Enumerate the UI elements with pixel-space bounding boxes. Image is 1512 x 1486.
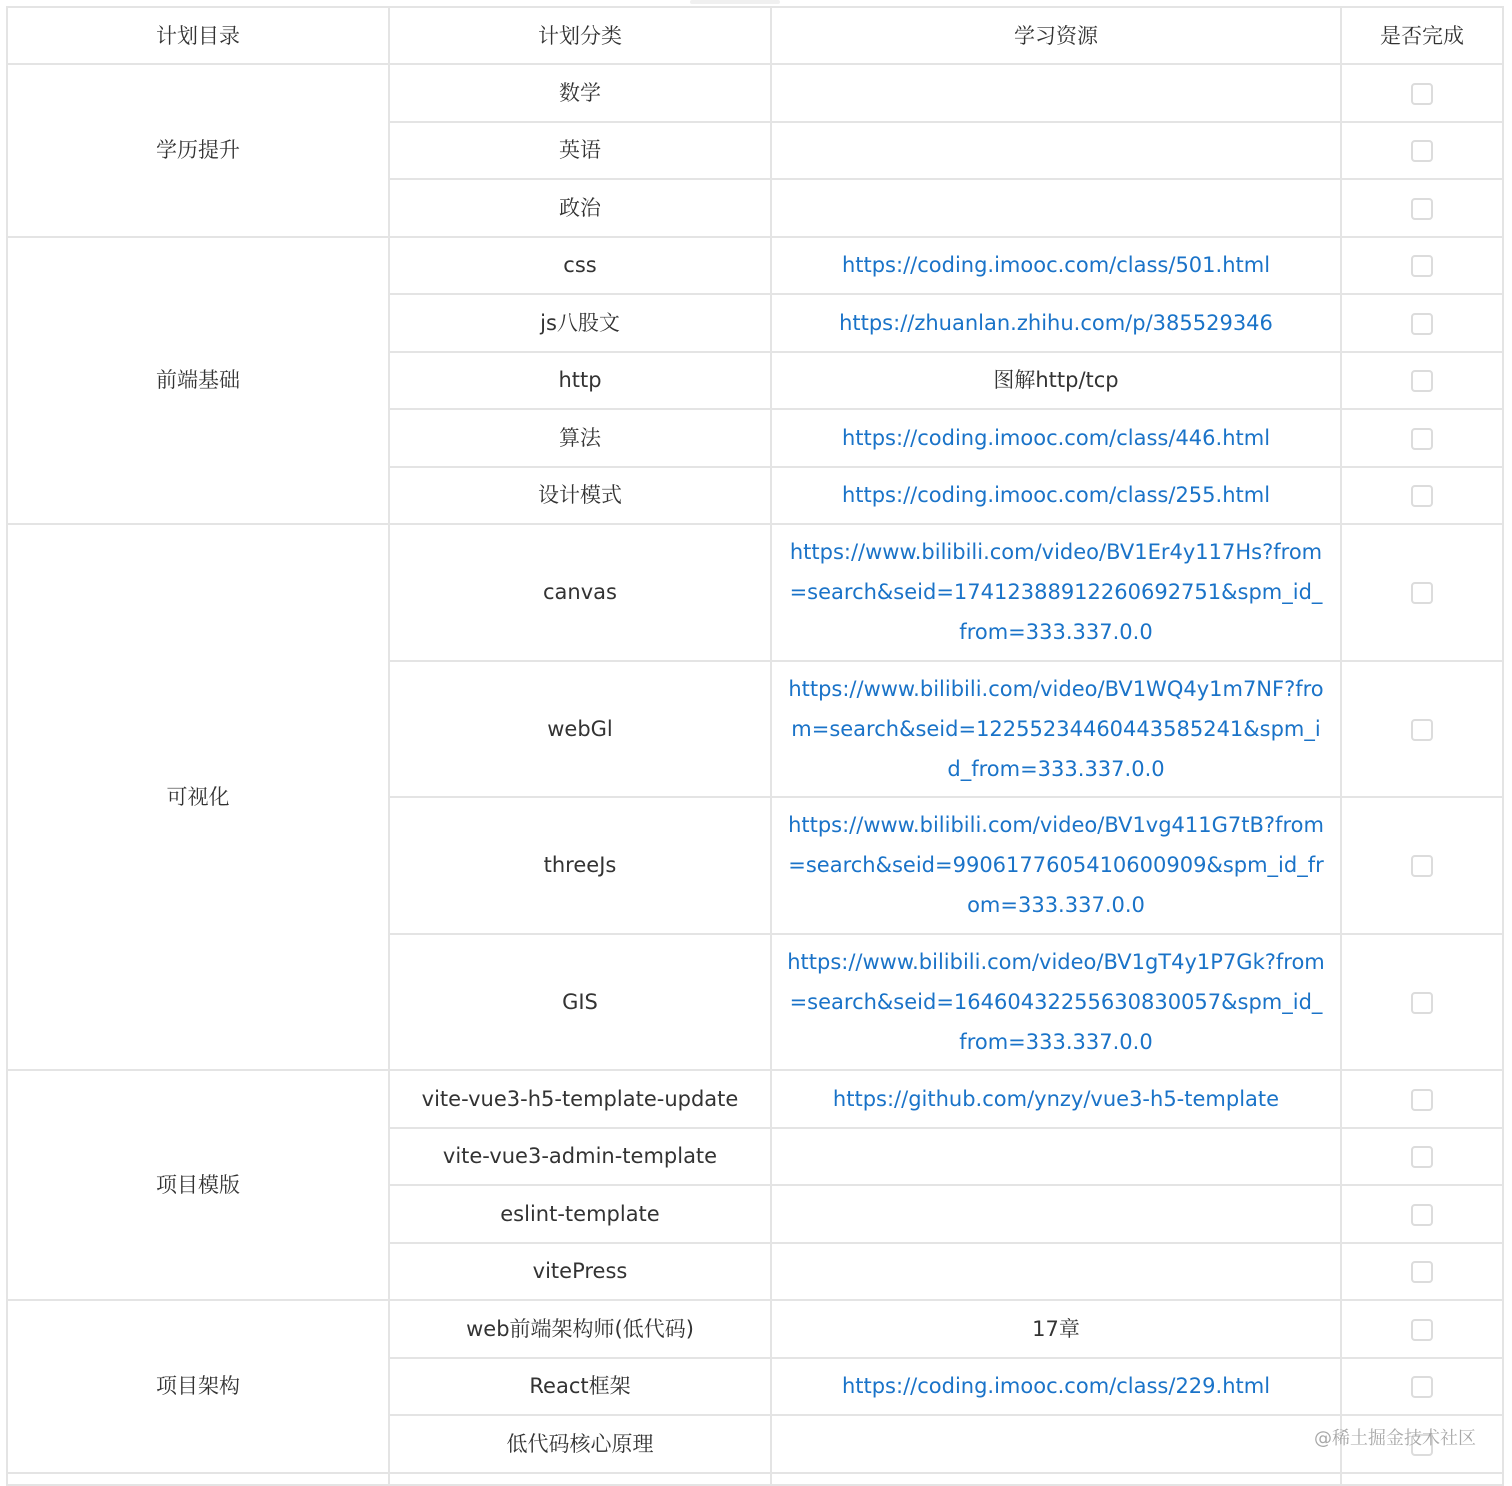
plan-category-cell: 英语	[389, 122, 771, 180]
plan-directory-cell: 项目模版	[7, 1070, 389, 1300]
completed-checkbox[interactable]	[1411, 1146, 1433, 1168]
completed-cell	[1341, 1358, 1503, 1416]
plan-directory-cell: 项目架构	[7, 1300, 389, 1473]
completed-checkbox[interactable]	[1411, 992, 1433, 1014]
watermark: @稀土掘金技术社区	[1314, 1428, 1476, 1449]
table-row	[7, 64, 1503, 122]
plan-category-cell: css	[389, 237, 771, 295]
completed-checkbox[interactable]	[1411, 255, 1433, 277]
plan-category-cell: webGl	[389, 661, 771, 798]
plan-directory-cell: 可视化	[7, 524, 389, 1070]
plan-category-cell: canvas	[389, 524, 771, 661]
header-plan-category: 计划分类	[389, 7, 771, 64]
plan-category-cell: 算法	[389, 409, 771, 467]
plan-category-cell: 数学	[389, 64, 771, 122]
completed-cell	[1341, 1185, 1503, 1243]
completed-checkbox[interactable]	[1411, 1261, 1433, 1283]
plan-category-cell: threeJs	[389, 797, 771, 934]
completed-cell	[1341, 179, 1503, 237]
partial-cell	[771, 1473, 1341, 1485]
study-plan-table-container	[6, 6, 1502, 1486]
completed-checkbox[interactable]	[1411, 370, 1433, 392]
header-plan-directory: 计划目录	[7, 7, 389, 64]
resource-cell	[771, 179, 1341, 237]
resource-cell	[771, 64, 1341, 122]
completed-checkbox[interactable]	[1411, 1089, 1433, 1111]
plan-category-cell: 设计模式	[389, 467, 771, 525]
completed-checkbox[interactable]	[1411, 582, 1433, 604]
plan-category-cell: 低代码核心原理	[389, 1415, 771, 1473]
plan-category-cell: vite-vue3-h5-template-update	[389, 1070, 771, 1128]
resource-cell	[771, 1243, 1341, 1301]
resource-link[interactable]: https://zhuanlan.zhihu.com/p/385529346	[771, 294, 1341, 352]
table-header-row	[7, 7, 1503, 64]
scroll-hint	[690, 0, 780, 4]
completed-cell	[1341, 524, 1503, 661]
completed-checkbox[interactable]	[1411, 140, 1433, 162]
plan-category-cell: vitePress	[389, 1243, 771, 1301]
resource-link[interactable]: https://www.bilibili.com/video/BV1gT4y1P7Gk?from=search&seid=16460432255630830057&spm_id_from=333.337.0.0	[771, 934, 1341, 1071]
resource-cell	[771, 122, 1341, 180]
resource-cell	[771, 1128, 1341, 1186]
completed-cell	[1341, 409, 1503, 467]
table-row	[7, 1300, 1503, 1358]
partial-cell	[389, 1473, 771, 1485]
resource-link[interactable]: https://www.bilibili.com/video/BV1vg411G7tB?from=search&seid=9906177605410600909&spm_id_from=333.337.0.0	[771, 797, 1341, 934]
resource-cell	[771, 1415, 1341, 1473]
completed-checkbox[interactable]	[1411, 198, 1433, 220]
resource-link[interactable]: https://github.com/ynzy/vue3-h5-template	[771, 1070, 1341, 1128]
resource-link[interactable]: https://www.bilibili.com/video/BV1Er4y117Hs?from=search&seid=17412388912260692751&spm_id_from=333.337.0.0	[771, 524, 1341, 661]
plan-category-cell: React框架	[389, 1358, 771, 1416]
resource-link[interactable]: https://coding.imooc.com/class/501.html	[771, 237, 1341, 295]
completed-cell	[1341, 1243, 1503, 1301]
completed-cell	[1341, 1128, 1503, 1186]
resource-link[interactable]: https://coding.imooc.com/class/446.html	[771, 409, 1341, 467]
completed-checkbox[interactable]	[1411, 1204, 1433, 1226]
plan-category-cell: vite-vue3-admin-template	[389, 1128, 771, 1186]
plan-category-cell: GIS	[389, 934, 771, 1071]
plan-category-cell: js八股文	[389, 294, 771, 352]
completed-cell	[1341, 294, 1503, 352]
completed-cell	[1341, 467, 1503, 525]
completed-cell	[1341, 797, 1503, 934]
completed-checkbox[interactable]	[1411, 83, 1433, 105]
completed-checkbox[interactable]	[1411, 313, 1433, 335]
completed-cell	[1341, 122, 1503, 180]
resource-cell: 图解http/tcp	[771, 352, 1341, 410]
completed-checkbox[interactable]	[1411, 855, 1433, 877]
partial-cell	[7, 1473, 389, 1485]
resource-cell	[771, 1185, 1341, 1243]
table-row	[7, 237, 1503, 295]
plan-category-cell: web前端架构师(低代码)	[389, 1300, 771, 1358]
plan-directory-cell: 学历提升	[7, 64, 389, 237]
completed-checkbox[interactable]	[1411, 1376, 1433, 1398]
completed-checkbox[interactable]	[1411, 719, 1433, 741]
completed-checkbox[interactable]	[1411, 485, 1433, 507]
header-learning-resource: 学习资源	[771, 7, 1341, 64]
table-body	[7, 64, 1503, 1485]
plan-category-cell: 政治	[389, 179, 771, 237]
table-row	[7, 1070, 1503, 1128]
resource-link[interactable]: https://coding.imooc.com/class/229.html	[771, 1358, 1341, 1416]
completed-cell	[1341, 237, 1503, 295]
completed-cell	[1341, 934, 1503, 1071]
completed-checkbox[interactable]	[1411, 1319, 1433, 1341]
completed-checkbox[interactable]	[1411, 428, 1433, 450]
resource-cell: 17章	[771, 1300, 1341, 1358]
completed-cell	[1341, 352, 1503, 410]
completed-cell	[1341, 661, 1503, 798]
plan-category-cell: eslint-template	[389, 1185, 771, 1243]
completed-cell	[1341, 1070, 1503, 1128]
resource-link[interactable]: https://www.bilibili.com/video/BV1WQ4y1m7NF?from=search&seid=12255234460443585241&spm_id_from=333.337.0.0	[771, 661, 1341, 798]
header-is-completed: 是否完成	[1341, 7, 1503, 64]
plan-directory-cell: 前端基础	[7, 237, 389, 525]
plan-category-cell: http	[389, 352, 771, 410]
table-row-partial	[7, 1473, 1503, 1485]
study-plan-table	[6, 6, 1504, 1486]
partial-cell	[1341, 1473, 1503, 1485]
resource-link[interactable]: https://coding.imooc.com/class/255.html	[771, 467, 1341, 525]
completed-cell	[1341, 64, 1503, 122]
completed-cell	[1341, 1300, 1503, 1358]
table-row	[7, 524, 1503, 661]
